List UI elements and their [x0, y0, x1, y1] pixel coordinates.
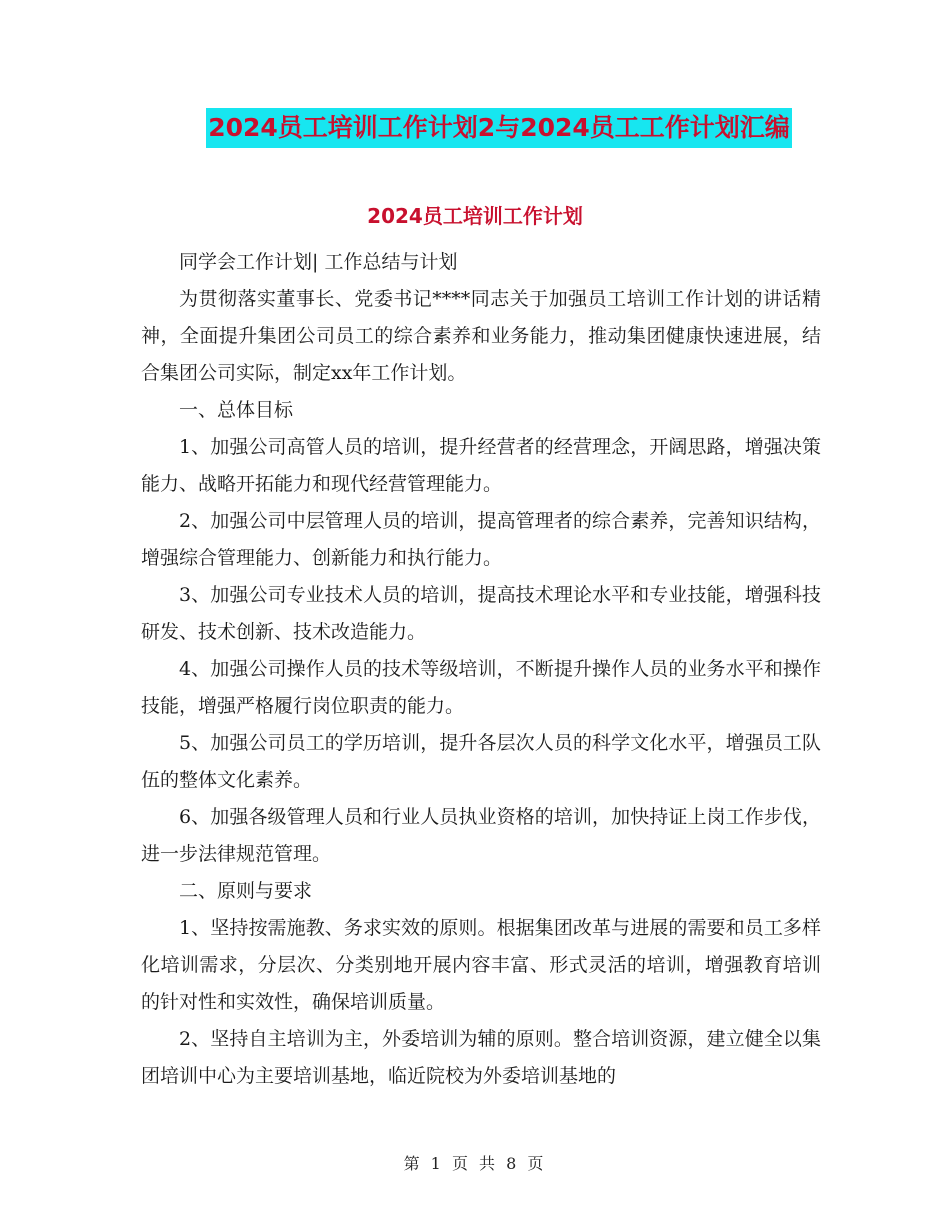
main-title-container [0, 108, 950, 148]
page-footer: 第 1 页 共 8 页 [403, 1154, 547, 1173]
paragraph: 6、加强各级管理人员和行业人员执业资格的培训，加快持证上岗工作步伐，进一步法律规范管理。 [141, 806, 821, 865]
paragraph: 为贯彻落实董事长、党委书记****同志关于加强员工培训工作计划的讲话精神，全面提升集团公司员工的综合素养和业务能力，推动集团健康快速进展，结合集团公司实际，制定xx年工作计划。 [141, 288, 821, 384]
heading-overall-goal: 一、总体目标 [179, 399, 294, 421]
paragraph: 2、加强公司中层管理人员的培训，提高管理者的综合素养，完善知识结构，增强综合管理能力、创新能力和执行能力。 [141, 510, 821, 569]
paragraph: 5、加强公司员工的学历培训，提升各层次人员的科学文化水平，增强员工队伍的整体文化素养。 [141, 732, 821, 791]
paragraph: 同学会工作计划| 工作总结与计划 [179, 251, 458, 273]
paragraph: 4、加强公司操作人员的技术等级培训，不断提升操作人员的业务水平和操作技能，增强严格履行岗位职责的能力。 [141, 658, 821, 717]
main-title: 2024员工培训工作计划2与2024员工工作计划汇编 [206, 108, 792, 148]
document-body [141, 244, 821, 1095]
heading-principles: 二、原则与要求 [179, 880, 313, 902]
section-title: 2024员工培训工作计划 [367, 204, 583, 228]
paragraph: 1、加强公司高管人员的培训，提升经营者的经营理念，开阔思路，增强决策能力、战略开拓能力和现代经营管理能力。 [141, 436, 821, 495]
paragraph: 3、加强公司专业技术人员的培训，提高技术理论水平和专业技能，增强科技研发、技术创新、技术改造能力。 [141, 584, 821, 643]
paragraph: 1、坚持按需施教、务求实效的原则。根据集团改革与进展的需要和员工多样化培训需求，分层次、分类别地开展内容丰富、形式灵活的培训，增强教育培训的针对性和实效性，确保培训质量。 [141, 917, 821, 1013]
paragraph: 2、坚持自主培训为主，外委培训为辅的原则。整合培训资源，建立健全以集团培训中心为主要培训基地，临近院校为外委培训基地的 [141, 1028, 821, 1087]
